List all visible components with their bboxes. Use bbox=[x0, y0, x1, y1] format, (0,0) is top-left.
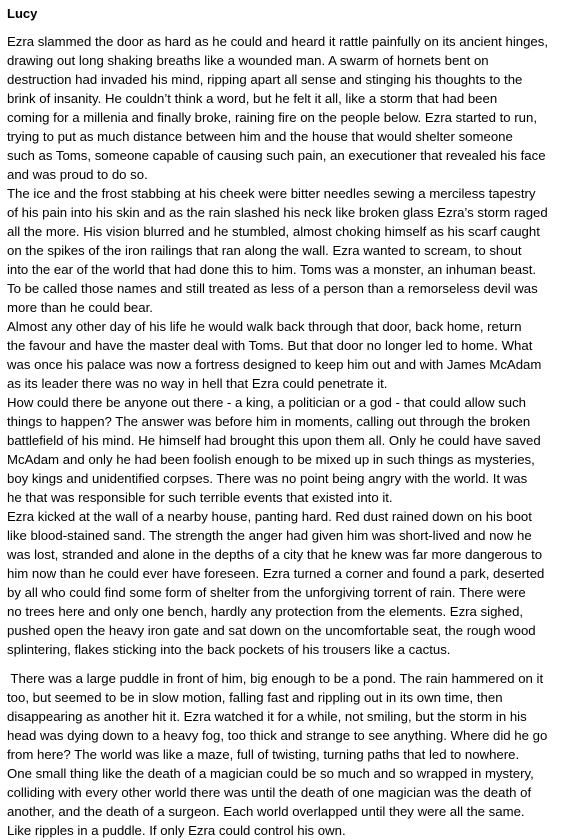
text-line: by all who could find some form of shelter from the unforgiving torrent of rain. There were bbox=[7, 585, 526, 600]
text-line: disappearing as another hit it. Ezra watched it for a while, not smiling, but the storm in his bbox=[7, 709, 527, 724]
text-line: he that was responsible for such terrible events that existed into it. bbox=[7, 490, 393, 505]
text-line: trying to put as much distance between him and the house that would shelter someone bbox=[7, 129, 513, 144]
paragraph-4 bbox=[7, 393, 559, 507]
text-line: McAdam and only he had been foolish enough to be mixed up in such things as mysteries, bbox=[7, 452, 535, 467]
text-line: him now than he could ever have foreseen. Ezra turned a corner and found a park, deserted bbox=[7, 566, 545, 581]
text-line: splintering, flakes sticking into the back pockets of his trousers like a cactus. bbox=[7, 642, 451, 657]
text-line: Almost any other day of his life he would walk back through that door, back home, return bbox=[7, 319, 522, 334]
text-line: head was dying down to a heavy fog, too thick and strange to see anything. Where did he go bbox=[7, 728, 548, 743]
text-line: was lost, stranded and alone in the depths of a city that he knew was far more dangerous to bbox=[7, 547, 543, 562]
paragraph-2 bbox=[7, 184, 559, 317]
text-line: Like ripples in a puddle. If only Ezra could control his own. bbox=[7, 823, 346, 838]
text-line: boy kings and unidentified corpses. There was no point being angry with the world. It was bbox=[7, 471, 528, 486]
text-line: pushed open the heavy iron gate and sat down on the uncomfortable seat, the rough wood bbox=[7, 623, 536, 638]
paragraph-3 bbox=[7, 317, 559, 393]
text-line: of his pain into his skin and as the rain slashed his neck like broken glass Ezra’s storm raged bbox=[7, 205, 548, 220]
text-line: too, but seemed to be in slow motion, falling fast and rippling out in its own time, then bbox=[7, 690, 503, 705]
paragraph-spacer bbox=[7, 659, 559, 669]
text-line: brink of insanity. He couldn’t think a word, but he felt it all, like a storm that had been bbox=[7, 91, 498, 106]
text-line: and was proud to do so. bbox=[7, 167, 148, 182]
text-line: such as Toms, someone capable of causing such pain, an executioner that revealed his face bbox=[7, 148, 546, 163]
text-line: more than he could bear. bbox=[7, 300, 153, 315]
document-title: Lucy bbox=[7, 6, 38, 21]
text-line: into the ear of the world that had done this to him. Toms was a monster, an inhuman beast. bbox=[7, 262, 537, 277]
text-line: another, and the death of a surgeon. Each world overlapped until they were all the same. bbox=[7, 804, 525, 819]
text-line: no trees here and only one bench, hardly any protection from the elements. Ezra sighed, bbox=[7, 604, 524, 619]
text-line: Ezra slammed the door as hard as he could and heard it rattle painfully on its ancient hinges, bbox=[7, 34, 549, 49]
text-line: To be called those names and still treated as less of a person than a remorseless devil was bbox=[7, 281, 538, 296]
text-line: on the spikes of the iron railings that ran along the wall. Ezra wanted to scream, to shout bbox=[7, 243, 522, 258]
paragraph-1 bbox=[7, 32, 559, 184]
text-line: colliding with every other world there was until the death of one magician was the death of bbox=[7, 785, 532, 800]
text-line: like blood-stained sand. The strength the anger had given him was short-lived and now he bbox=[7, 528, 532, 543]
paragraph-5 bbox=[7, 507, 559, 659]
text-line: How could there be anyone out there - a king, a politician or a god - that could allow such bbox=[7, 395, 527, 410]
text-line: the favour and have the master deal with Toms. But that door no longer led to home. What bbox=[7, 338, 533, 353]
text-line: from here? The world was like a maze, full of twisting, turning paths that led to nowhere. bbox=[7, 747, 520, 762]
text-line: destruction had invaded his mind, ripping apart all sense and stinging his thoughts to the bbox=[7, 72, 523, 87]
paragraph-6 bbox=[7, 669, 559, 840]
text-line: There was a large puddle in front of him, big enough to be a pond. The rain hammered on it bbox=[7, 671, 544, 686]
text-line: all the more. His vision blurred and he stumbled, almost choking himself as his scarf caught bbox=[7, 224, 540, 239]
text-line: Ezra kicked at the wall of a nearby house, panting hard. Red dust rained down on his boot bbox=[7, 509, 532, 524]
text-line: The ice and the frost stabbing at his cheek were bitter needles sewing a merciless tapestry bbox=[7, 186, 536, 201]
text-line: battlefield of his mind. He himself had brought this upon them all. Only he could have saved bbox=[7, 433, 541, 448]
text-line: was once his palace was now a fortress designed to keep him out and with James McAdam bbox=[7, 357, 542, 372]
document-page bbox=[7, 4, 559, 840]
text-line: drawing out long shaking breaths like a wounded man. A swarm of hornets bent on bbox=[7, 53, 489, 68]
text-line: things to happen? The answer was before him in moments, calling out through the broken bbox=[7, 414, 531, 429]
text-line: coming for a millenia and finally broke, raining fire on the people below. Ezra started to run, bbox=[7, 110, 537, 125]
text-line: One small thing like the death of a magician could be so much and so wrapped in mystery, bbox=[7, 766, 534, 781]
text-line: as its leader there was no way in hell that Ezra could penetrate it. bbox=[7, 376, 388, 391]
